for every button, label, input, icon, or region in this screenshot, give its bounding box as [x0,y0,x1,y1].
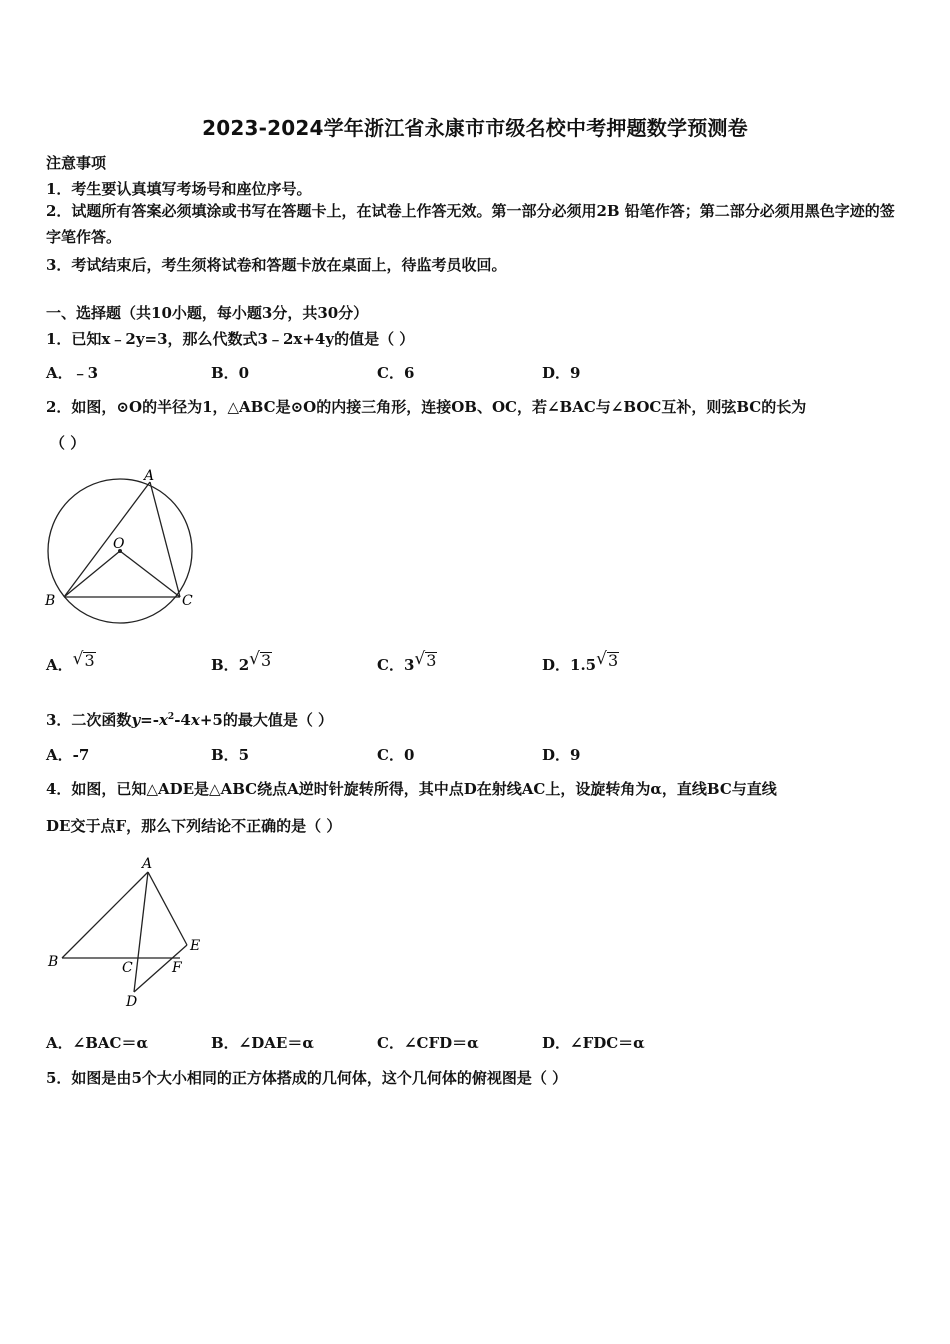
q2-stem: 2．如图，⊙O的半径为1，△ABC是⊙O的内接三角形，连接OB、OC，若∠BAC与∠BOC互补，则弦BC的长为 [46,398,807,416]
section-heading: 一、选择题（共10小题，每小题3分，共30分） [46,304,369,322]
q1-option-a[interactable]: A．﹣3 [46,364,99,382]
segment-ob [64,551,120,597]
page-title: 2023-2024学年浙江省永康市市级名校中考押题数学预测卷 [202,116,748,140]
q1-option-d[interactable]: D．9 [542,364,581,382]
notice-item-3: 3．考试结束后，考生须将试卷和答题卡放在桌面上，待监考员收回。 [46,256,507,274]
q4-figure [40,852,215,1012]
q3-option-d[interactable]: D．9 [542,746,581,764]
segment-ac [150,482,180,597]
label-a: A [144,468,155,484]
label-a: A [142,856,153,872]
q4-option-c[interactable]: C．∠CFD＝α [377,1034,479,1052]
segment-ad [134,872,148,992]
label-b: B [45,593,56,609]
sqrt-symbol: √ 3 [72,649,95,670]
label-c: C [182,593,193,609]
segment-oc [120,551,180,597]
q4-option-d[interactable]: D．∠FDC＝α [542,1034,645,1052]
notice-heading: 注意事项 [46,154,107,172]
q2-option-d[interactable]: D．1.5 √ 3 [542,649,619,674]
q3-option-b[interactable]: B．5 [211,746,250,764]
q1-option-b[interactable]: B．0 [211,364,250,382]
segment-ab [64,482,150,597]
q4-option-b[interactable]: B．∠DAE＝α [211,1034,314,1052]
label-c: C [122,960,133,976]
q3-option-c[interactable]: C．0 [377,746,415,764]
q3-stem: 3．二次函数$y=-x^2-4x+5$的最大值是（ ） [46,711,334,729]
q2-figure [40,465,210,640]
segment-ab [62,872,148,958]
q4-stem-line1: 4．如图，已知△ADE是△ABC绕点A逆时针旋转所得，其中点D在射线AC上，设旋转角为α，直线BC与直线 [46,780,777,798]
sqrt-symbol: √ 3 [596,649,619,670]
q3-option-a[interactable]: A．-7 [46,746,90,764]
label-o: O [113,536,125,552]
notice-item-1: 1．考生要认真填写考场号和座位序号。 [46,180,312,198]
sqrt-symbol: √ 3 [249,649,272,670]
q4-stem-line2: DE交于点F，那么下列结论不正确的是（ ） [46,817,342,835]
q1-option-c[interactable]: C．6 [377,364,415,382]
q1-stem: 1．已知x﹣2y=3，那么代数式3﹣2x+4y的值是（ ） [46,330,415,348]
label-b: B [48,954,59,970]
segment-ae [148,872,187,945]
q2-paren: （ ） [50,434,86,452]
q2-option-c[interactable]: C．3 √ 3 [377,649,437,674]
q2-option-a[interactable]: A． √ 3 [46,649,95,674]
label-e: E [190,938,201,954]
q4-option-a[interactable]: A．∠BAC＝α [46,1034,149,1052]
q2-option-b[interactable]: B．2 √ 3 [211,649,272,674]
notice-item-2: 2．试题所有答案必须填涂或书写在答题卡上，在试卷上作答无效。第一部分必须用2B 铅笔作答；第二部分必须用黑色字迹的签字笔作答。 [46,202,895,246]
label-f: F [172,960,182,976]
label-d: D [126,994,138,1010]
sqrt-symbol: √ 3 [414,649,437,670]
q5-stem: 5．如图是由5个大小相同的正方体搭成的几何体，这个几何体的俯视图是（ ） [46,1069,568,1087]
